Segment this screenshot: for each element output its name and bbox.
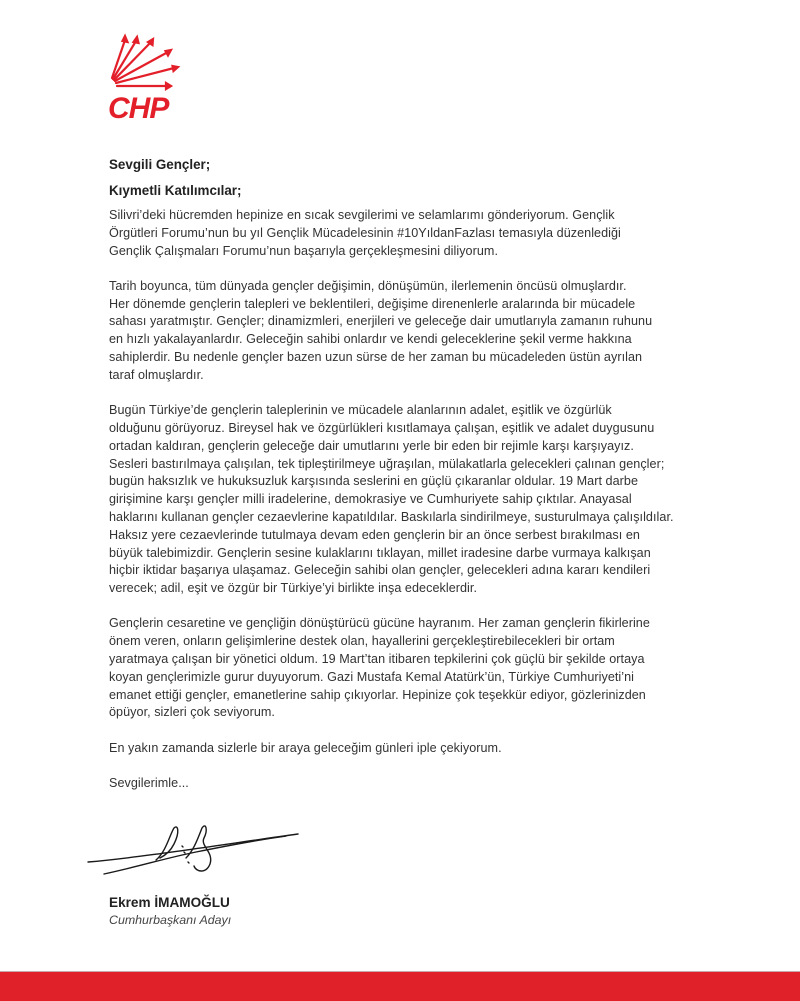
- text-line: verecek; adil, eşit ve özgür bir Türkiye’yi birlikte inşa edeceklerdir.: [109, 581, 477, 596]
- text-line: Her dönemde gençlerin talepleri ve beklentileri, değişime direnenlerle aralarında bir mücadele: [109, 296, 636, 311]
- text-line: ortadan kaldıran, gençlerin geleceğe dair umutlarını yerle bir eden bir rejimle karşı karşıyayız.: [109, 438, 634, 453]
- handwritten-signature-icon: [86, 822, 306, 890]
- paragraph-today: [109, 402, 709, 598]
- text-line: koyan gençlerimizle gurur duyuyorum. Gazi Mustafa Kemal Atatürk’ün, Türkiye Cumhuriyeti’ni: [109, 669, 635, 684]
- text-line: hiçbir iktidar başarıya ulaşamaz. Geleceğin sahibi olan gençler, gelecekleri adına kararı kendileri: [109, 563, 651, 578]
- chp-six-arrows-icon: [106, 32, 186, 94]
- text-line: büyük talebimizdir. Gençlerin sesine kulaklarını tıklayan, millet iradesine darbe vurmaya kalkışan: [109, 545, 651, 560]
- text-line: haklarını kullanan gençler cezaevlerine kapatıldılar. Baskılarla sindirilmeye, susturulmaya çalışıldılar.: [109, 509, 674, 524]
- text-line: sahiplerdir. Bu nedenle gençler bazen uzun sürse de her zaman bu mücadeleden üstün ayrılan: [109, 350, 643, 365]
- salutation-katilimcilar: Kıymetli Katılımcılar;: [109, 183, 242, 198]
- text-line: Gençlik Çalışmaları Forumu’nun başarıyla gerçekleşmesini diliyorum.: [109, 243, 498, 258]
- text-line: yaratmaya çalışan bir yönetici oldum. 19 Mart’tan itibaren tepkilerini çok güçlü bir şekilde ortaya: [109, 652, 645, 667]
- text-line: Bugün Türkiye’de gençlerin taleplerinin ve mücadele alanlarının adalet, eşitlik ve özgürlük: [109, 403, 612, 418]
- text-line: Gençlerin cesaretine ve gençliğin dönüştürücü gücüne hayranım. Her zaman gençlerin fikirlerine: [109, 616, 650, 631]
- footer-red-band: [0, 971, 800, 1001]
- text-line: Örgütleri Forumu’nun bu yıl Gençlik Mücadelesinin #10YıldanFazlası temasıyla düzenlediği: [109, 225, 621, 240]
- text-line: bugün haksızlık ve hukuksuzluk karşısında seslerini en güçlü çıkaranlar oldular. 19 Mart darbe: [109, 474, 639, 489]
- text-line: sahası yaratmıştır. Gençler; dinamizmleri, enerjileri ve geleceğe dair umutlarıyla zamanın ruhunu: [109, 314, 653, 329]
- chp-logo-text: CHP: [108, 92, 169, 125]
- salutation-gencler: Sevgili Gençler;: [109, 157, 211, 172]
- text-line: en hızlı yakalayanlardır. Geleceğin sahibi onlardır ve kendi geleceklerine şekil verme hakkına: [109, 332, 632, 347]
- text-line: taraf olmuşlardır.: [109, 367, 204, 382]
- text-line: Haksız yere cezaevlerinde tutulmaya devam eden gençlerin bir an önce serbest bırakılması en: [109, 527, 640, 542]
- text-line: Sevgilerimle...: [109, 776, 189, 791]
- text-line: En yakın zamanda sizlerle bir araya geleceğim günleri iple çekiyorum.: [109, 740, 502, 755]
- signatory-title: Cumhurbaşkanı Adayı: [109, 913, 232, 927]
- text-line: olduğunu görüyoruz. Bireysel hak ve özgürlükleri kısıtlamaya çalışan, eşitlik ve adalet duygusunu: [109, 420, 655, 435]
- signature: [86, 822, 306, 890]
- paragraph-history: [109, 278, 709, 385]
- text-line: girişimine karşı gençler milli iradelerine, demokrasiye ve Cumhuriyete sahip çıktılar. Anayasal: [109, 492, 632, 507]
- letter-body: [109, 157, 709, 810]
- text-line: önem veren, onların gelişimlerine destek olan, hayallerini gerçekleştirebilecekleri bir ortam: [109, 634, 615, 649]
- paragraph-farewell: [109, 775, 709, 793]
- text-line: emanet ettiği gençler, emanetlerine sahip çıkıyorlar. Hepinize çok teşekkür ediyor, gözlerinizden: [109, 687, 646, 702]
- signatory-name: Ekrem İMAMOĞLU: [109, 895, 230, 910]
- paragraph-greeting: [109, 207, 709, 260]
- paragraph-admiration: [109, 615, 709, 722]
- text-line: öpüyor, sizleri çok seviyorum.: [109, 705, 275, 720]
- text-line: Tarih boyunca, tüm dünyada gençler değişimin, dönüşümün, ilerlemenin öncüsü olmuşlardır.: [109, 278, 627, 293]
- paragraph-closing: [109, 740, 709, 758]
- text-line: Silivri’deki hücremden hepinize en sıcak sevgilerimi ve selamlarımı gönderiyorum. Gençlik: [109, 208, 615, 222]
- text-line: Sesleri bastırılmaya çalışılan, tek tipleştirilmeye uğraşılan, mülakatlarla gelecekleri çalınan gençler;: [109, 456, 665, 471]
